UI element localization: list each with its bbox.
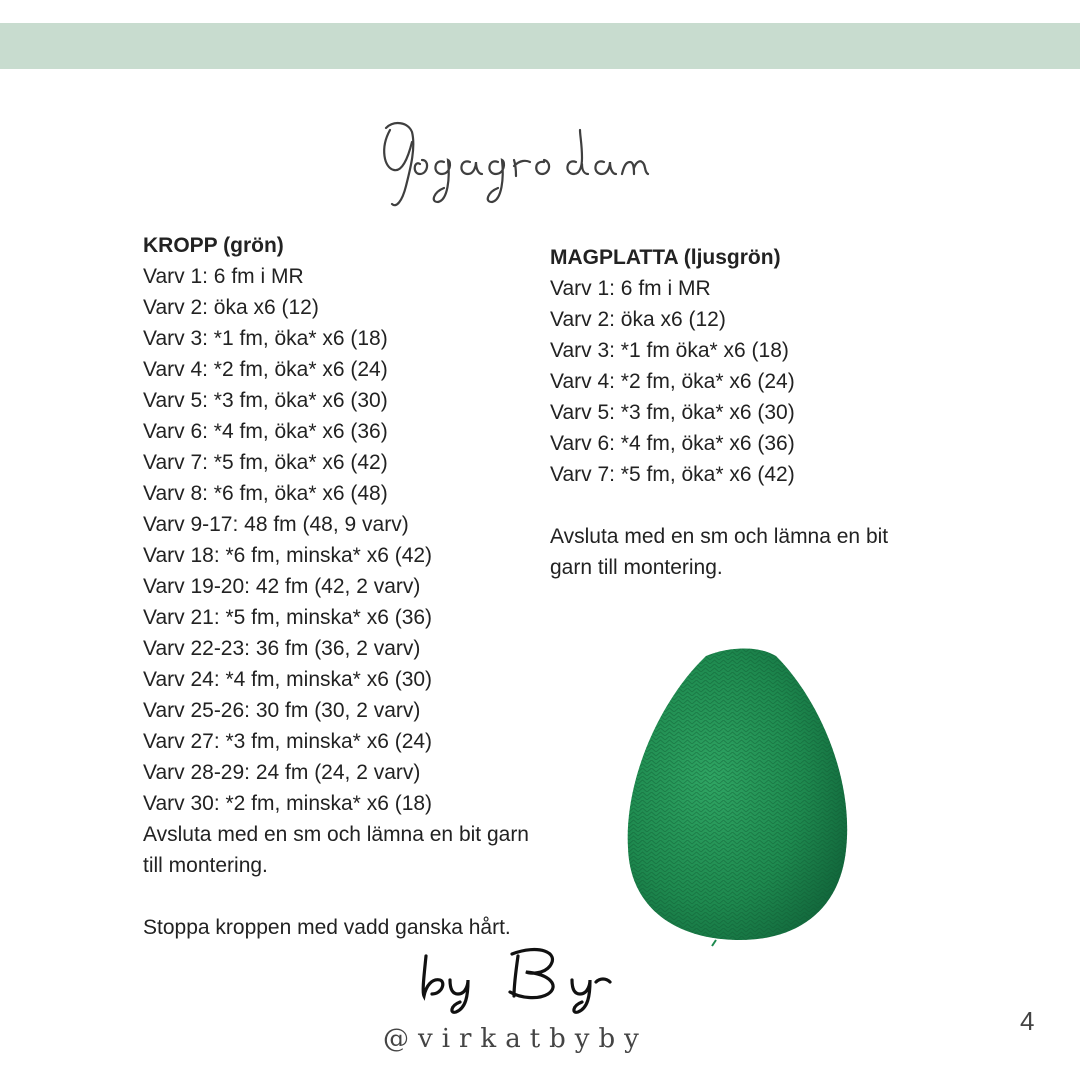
kropp-row: Varv 28-29: 24 fm (24, 2 varv): [143, 761, 421, 784]
top-color-band: [0, 23, 1080, 69]
kropp-row: Varv 27: *3 fm, minska* x6 (24): [143, 730, 433, 753]
page-number: 4: [1020, 1006, 1035, 1036]
kropp-row: Varv 22-23: 36 fm (36, 2 varv): [143, 637, 421, 660]
magplatta-rows: [550, 273, 910, 490]
signature-logo: [410, 936, 630, 1016]
kropp-row: Varv 8: *6 fm, öka* x6 (48): [143, 482, 388, 505]
magplatta-row: Varv 7: *5 fm, öka* x6 (42): [550, 463, 795, 486]
kropp-heading: KROPP (grön): [143, 234, 284, 257]
magplatta-finish-text: Avsluta med en sm och lämna en bit garn till montering.: [550, 525, 889, 579]
kropp-row: Varv 21: *5 fm, minska* x6 (36): [143, 606, 433, 629]
kropp-row: Varv 1: 6 fm i MR: [143, 265, 304, 288]
kropp-row: Varv 24: *4 fm, minska* x6 (30): [143, 668, 433, 691]
kropp-row: Varv 6: *4 fm, öka* x6 (36): [143, 420, 388, 443]
kropp-row: Varv 5: *3 fm, öka* x6 (30): [143, 389, 388, 412]
kropp-section: [143, 230, 543, 943]
kropp-row: Varv 7: *5 fm, öka* x6 (42): [143, 451, 388, 474]
kropp-row: Varv 2: öka x6 (12): [143, 296, 319, 319]
crochet-body-photo: [620, 640, 860, 950]
magplatta-row: Varv 2: öka x6 (12): [550, 308, 726, 331]
magplatta-row: Varv 1: 6 fm i MR: [550, 277, 711, 300]
magplatta-heading: MAGPLATTA (ljusgrön): [550, 246, 781, 269]
kropp-stuffing-text: Stoppa kroppen med vadd ganska hårt.: [143, 916, 511, 939]
magplatta-row: Varv 5: *3 fm, öka* x6 (30): [550, 401, 795, 424]
kropp-row: Varv 18: *6 fm, minska* x6 (42): [143, 544, 433, 567]
kropp-row: Varv 19-20: 42 fm (42, 2 varv): [143, 575, 421, 598]
magplatta-row: Varv 6: *4 fm, öka* x6 (36): [550, 432, 795, 455]
kropp-finish-text: Avsluta med en sm och lämna en bit garn till montering.: [143, 823, 529, 877]
kropp-row: Varv 30: *2 fm, minska* x6 (18): [143, 792, 433, 815]
instagram-handle[interactable]: @virkatbyby: [383, 1024, 648, 1054]
kropp-row: Varv 9-17: 48 fm (48, 9 varv): [143, 513, 409, 536]
spacer: [143, 881, 543, 912]
magplatta-row: Varv 4: *2 fm, öka* x6 (24): [550, 370, 795, 393]
magplatta-section: [550, 242, 910, 583]
kropp-row: Varv 4: *2 fm, öka* x6 (24): [143, 358, 388, 381]
kropp-rows: [143, 261, 543, 819]
spacer: [550, 490, 910, 521]
page-title: [372, 108, 652, 218]
magplatta-row: Varv 3: *1 fm öka* x6 (18): [550, 339, 789, 362]
kropp-row: Varv 25-26: 30 fm (30, 2 varv): [143, 699, 421, 722]
kropp-row: Varv 3: *1 fm, öka* x6 (18): [143, 327, 388, 350]
